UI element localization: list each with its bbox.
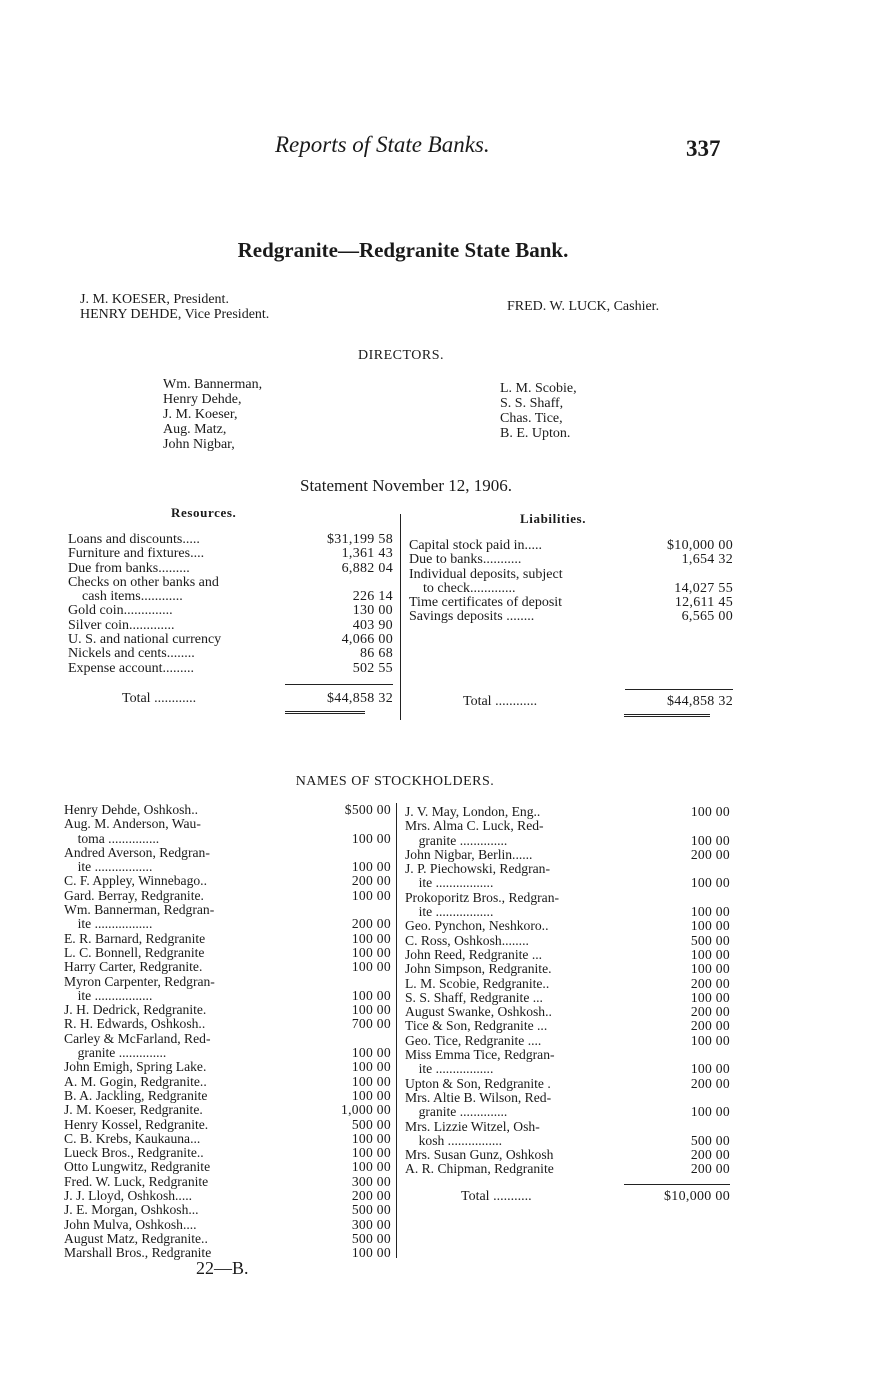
stockholder-row: Gard. Berray, Redgranite. 100 00 — [64, 887, 391, 903]
signature-mark: 22—B. — [196, 1258, 249, 1278]
liabilities-total: $44,858 32 — [667, 694, 733, 709]
stockholder-row: R. H. Edwards, Oshkosh.. 700 00 — [64, 1016, 391, 1032]
resource-row: Silver coin............. 403 90 — [68, 617, 393, 633]
cashier: FRED. W. LUCK, Cashier. — [507, 299, 660, 314]
liabilities-total-rule — [625, 689, 733, 690]
stockholder-row: August Matz, Redgranite.. 500 00 — [64, 1230, 391, 1246]
stockholder-row: J. H. Dedrick, Redgranite. 100 00 — [64, 1002, 391, 1018]
resources-total-label: Total ............ — [122, 691, 197, 706]
liabilities-list — [409, 539, 733, 625]
resource-row: Nickels and cents........ 86 68 — [68, 646, 393, 662]
stockholder-row: John Reed, Redgranite ... 100 00 — [405, 946, 730, 962]
stockholder-row: Carley & McFarland, Red- — [64, 1030, 211, 1046]
stockholder-row: Henry Dehde, Oshkosh.. $500 00 — [64, 802, 391, 817]
vice-president: HENRY DEHDE, Vice President. — [80, 307, 270, 322]
stockholder-row: ite ................. 100 00 — [405, 1061, 730, 1077]
director-name: B. E. Upton. — [500, 426, 571, 441]
resource-row: cash items............ 226 14 — [68, 589, 393, 605]
resource-row: Gold coin.............. 130 00 — [68, 603, 393, 619]
liabilities-heading: Liabilities. — [520, 511, 587, 526]
stockholder-row: ite ................. 200 00 — [64, 916, 391, 932]
directors-left — [163, 377, 262, 452]
stockholder-row: Mrs. Lizzie Witzel, Osh- — [405, 1118, 540, 1134]
stockholder-row: L. M. Scobie, Redgranite.. 200 00 — [405, 975, 730, 991]
liabilities-total-label: Total ............ — [463, 694, 538, 709]
resource-row: Loans and discounts..... $31,199 58 — [68, 532, 393, 547]
stockholder-row: granite .............. 100 00 — [64, 1045, 391, 1061]
liability-row: Due to banks........... 1,654 32 — [409, 552, 733, 568]
stockholders-left-list — [64, 803, 391, 1261]
stockholder-row: Miss Emma Tice, Redgran- — [405, 1047, 555, 1063]
liabilities-total-double-rule — [624, 714, 710, 717]
liability-row: to check............. 14,027 55 — [409, 580, 733, 596]
stockholder-row: Geo. Pynchon, Neshkoro.. 100 00 — [405, 918, 730, 934]
stockholder-row: Marshall Bros., Redgranite 100 00 — [64, 1245, 391, 1261]
resources-heading: Resources. — [171, 505, 237, 520]
director-name: Aug. Matz, — [163, 422, 227, 437]
stockholder-row: Prokoporitz Bros., Redgran- — [405, 889, 560, 905]
stockholders-total-rule — [624, 1184, 730, 1185]
bank-title: Redgranite—Redgranite State Bank. — [237, 238, 569, 262]
statement-title: Statement November 12, 1906. — [300, 476, 512, 495]
stockholder-row: Otto Lungwitz, Redgranite 100 00 — [64, 1159, 391, 1175]
stockholder-row: Upton & Son, Redgranite . 200 00 — [405, 1075, 730, 1091]
resource-row: Due from banks......... 6,882 04 — [68, 560, 393, 576]
stockholder-row: toma ............... 100 00 — [64, 830, 391, 846]
stockholder-row: Fred. W. Luck, Redgranite 300 00 — [64, 1173, 391, 1189]
director-name: L. M. Scobie, — [500, 381, 577, 396]
resource-row: U. S. and national currency 4,066 00 — [68, 632, 393, 648]
page-number: 337 — [686, 136, 721, 161]
stockholder-row: Myron Carpenter, Redgran- — [64, 973, 215, 989]
stockholder-row: Geo. Tice, Redgranite .... 100 00 — [405, 1032, 730, 1048]
stockholder-row: granite .............. 100 00 — [405, 832, 730, 848]
stockholder-row: A. R. Chipman, Redgranite 200 00 — [405, 1161, 730, 1177]
stockholders-right-list — [405, 805, 730, 1177]
stockholder-row: C. F. Appley, Winnebago.. 200 00 — [64, 873, 391, 889]
stockholder-row: L. C. Bonnell, Redgranite 100 00 — [64, 944, 391, 960]
stockholder-row: J. J. Lloyd, Oshkosh..... 200 00 — [64, 1188, 391, 1204]
stockholder-row: Wm. Bannerman, Redgran- — [64, 902, 215, 918]
president: J. M. KOESER, President. — [80, 292, 229, 307]
stockholder-row: ite ................. 100 00 — [64, 987, 391, 1003]
statement-divider — [400, 514, 401, 720]
stockholder-row: J. V. May, London, Eng.. 100 00 — [405, 804, 730, 819]
stockholder-row: Mrs. Alma C. Luck, Red- — [405, 818, 544, 834]
stockholder-row: Harry Carter, Redgranite. 100 00 — [64, 959, 391, 975]
running-title: Reports of State Banks. — [275, 132, 490, 157]
stockholder-row: C. Ross, Oshkosh........ 500 00 — [405, 932, 730, 948]
stockholder-row: Mrs. Susan Gunz, Oshkosh 200 00 — [405, 1147, 730, 1163]
directors-right — [500, 381, 577, 441]
stockholder-row: J. M. Koeser, Redgranite. 1,000 00 — [64, 1102, 391, 1118]
stockholders-total-label: Total ........... — [461, 1189, 532, 1204]
directors-heading: DIRECTORS. — [357, 348, 445, 363]
stockholder-row: B. A. Jackling, Redgranite 100 00 — [64, 1087, 391, 1103]
director-name: Wm. Bannerman, — [163, 377, 263, 392]
stockholder-row: Andred Averson, Redgran- — [64, 844, 210, 860]
liability-row: Individual deposits, subject — [409, 566, 563, 582]
director-name: Chas. Tice, — [500, 411, 563, 426]
resource-row: Expense account......... 502 55 — [68, 660, 393, 676]
stockholders-total: $10,000 00 — [664, 1189, 730, 1204]
stockholder-row: John Nigbar, Berlin...... 200 00 — [405, 846, 730, 862]
resources-total-rule — [285, 684, 393, 685]
stockholder-row: Tice & Son, Redgranite ... 200 00 — [405, 1018, 730, 1034]
stockholder-row: S. S. Shaff, Redgranite ... 100 00 — [405, 989, 730, 1005]
stockholder-row: Aug. M. Anderson, Wau- — [64, 816, 201, 832]
stockholder-row: John Simpson, Redgranite. 100 00 — [405, 961, 730, 977]
resources-total-double-rule — [285, 711, 365, 714]
director-name: Henry Dehde, — [163, 392, 242, 407]
stockholder-row: ite ................. 100 00 — [405, 875, 730, 891]
liability-row: Capital stock paid in..... $10,000 00 — [409, 538, 733, 553]
stockholder-row: J. E. Morgan, Oshkosh... 500 00 — [64, 1202, 391, 1218]
resources-total: $44,858 32 — [327, 691, 393, 706]
liability-row: Savings deposits ........ 6,565 00 — [409, 609, 733, 625]
stockholder-row: John Mulva, Oshkosh.... 300 00 — [64, 1216, 391, 1232]
stockholder-row: E. R. Barnard, Redgranite 100 00 — [64, 930, 391, 946]
director-name: J. M. Koeser, — [163, 407, 238, 422]
stockholder-row: ite ................. 100 00 — [64, 859, 391, 875]
director-name: S. S. Shaff, — [500, 396, 564, 411]
stockholders-heading: NAMES OF STOCKHOLDERS. — [295, 774, 495, 789]
stockholders-divider — [396, 803, 397, 1258]
resource-row: Furniture and fixtures.... 1,361 43 — [68, 546, 393, 562]
director-name: John Nigbar, — [163, 437, 235, 452]
stockholder-row: August Swanke, Oshkosh.. 200 00 — [405, 1004, 730, 1020]
stockholder-row: J. P. Piechowski, Redgran- — [405, 861, 550, 877]
stockholder-row: Lueck Bros., Redgranite.. 100 00 — [64, 1145, 391, 1161]
resource-row: Checks on other banks and — [68, 574, 219, 590]
stockholder-row: Mrs. Altie B. Wilson, Red- — [405, 1089, 552, 1105]
stockholder-row: ite ................. 100 00 — [405, 904, 730, 920]
stockholder-row: A. M. Gogin, Redgranite.. 100 00 — [64, 1073, 391, 1089]
stockholder-row: Henry Kossel, Redgranite. 500 00 — [64, 1116, 391, 1132]
stockholder-row: granite .............. 100 00 — [405, 1104, 730, 1120]
liability-row: Time certificates of deposit 12,611 45 — [409, 595, 733, 611]
resources-list — [68, 533, 393, 676]
stockholder-row: kosh ................ 500 00 — [405, 1132, 730, 1148]
stockholder-row: C. B. Krebs, Kaukauna... 100 00 — [64, 1130, 391, 1146]
stockholder-row: John Emigh, Spring Lake. 100 00 — [64, 1059, 391, 1075]
